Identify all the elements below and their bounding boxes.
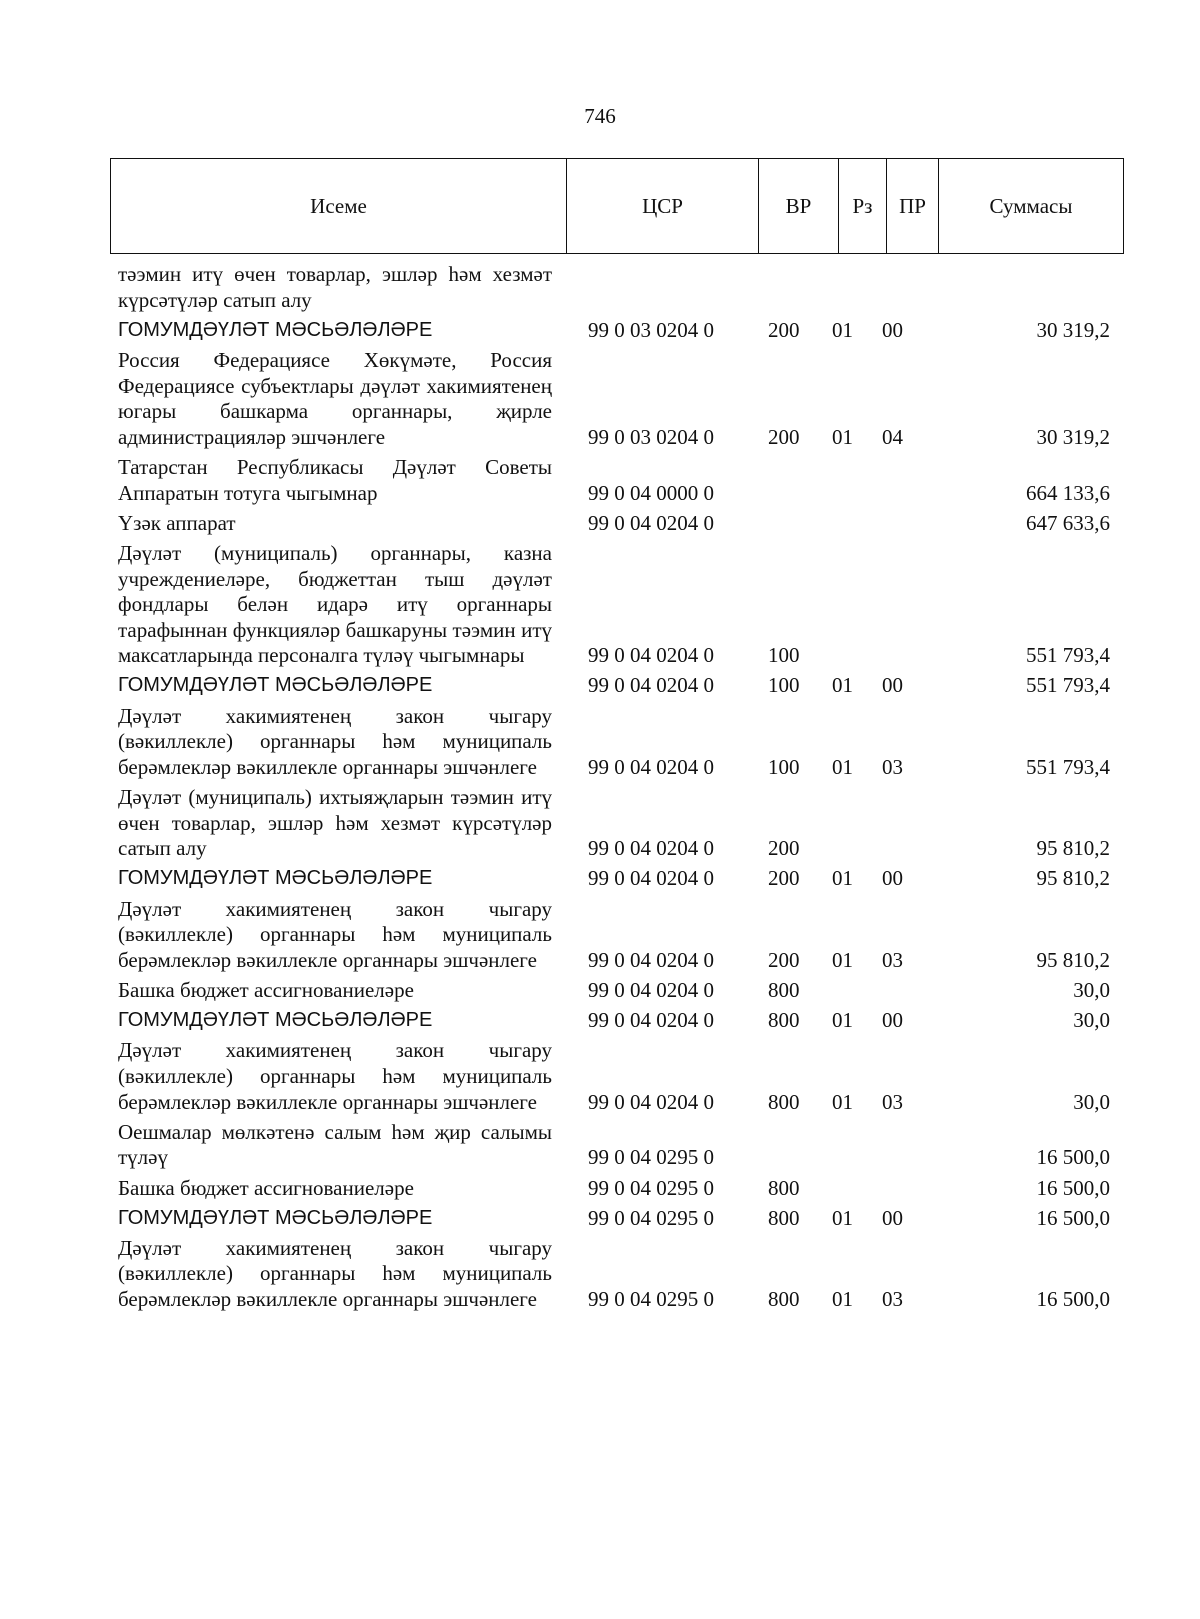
row-name: Башка бюджет ассигнованиеләре xyxy=(118,977,414,1002)
row-rz-code: 01 xyxy=(832,1205,853,1230)
row-rz-code: 01 xyxy=(832,1089,853,1114)
row-rz-code: 01 xyxy=(832,947,853,972)
row-pr-code: 00 xyxy=(882,1205,903,1230)
row-sum: 16 500,0 xyxy=(1036,1175,1110,1200)
table-row xyxy=(118,511,1118,537)
row-sum: 551 793,4 xyxy=(1026,643,1110,668)
row-csr-code: 99 0 04 0204 0 xyxy=(588,1089,714,1114)
row-sum: 647 633,6 xyxy=(1026,510,1110,535)
row-sum: 16 500,0 xyxy=(1036,1205,1110,1230)
row-pr-code: 00 xyxy=(882,866,903,891)
row-name: Дәүләт (муниципаль) органнары, казна учреждениеләре, бюджеттан тыш дәүләт фондлары белән идарә итү органнары тарафыннан функцияләр башкаруны тәэмин итү максатларында персоналга түләү чыгымнары xyxy=(118,540,552,668)
row-rz-code: 01 xyxy=(832,866,853,891)
row-vr-code: 100 xyxy=(768,673,800,698)
table-row xyxy=(118,978,1118,1004)
row-sum: 16 500,0 xyxy=(1036,1145,1110,1170)
row-csr-code: 99 0 04 0204 0 xyxy=(588,510,714,535)
row-sum: 95 810,2 xyxy=(1036,836,1110,861)
header-pr: ПР xyxy=(887,159,939,253)
row-pr-code: 00 xyxy=(882,1008,903,1033)
header-vr: ВР xyxy=(759,159,839,253)
row-name: Дәүләт хакимиятенең закон чыгару (вәкиллекле) органнары һәм муниципаль берәмлекләр вәкиллекле органнары эшчәнлеге xyxy=(118,1235,552,1312)
row-csr-code: 99 0 03 0204 0 xyxy=(588,317,714,342)
row-rz-code: 01 xyxy=(832,1287,853,1312)
row-name: Оешмалар мөлкәтенә салым һәм җир салымы түләү xyxy=(118,1119,552,1170)
row-csr-code: 99 0 04 0204 0 xyxy=(588,1008,714,1033)
row-name: ГОМУМДӘҮЛӘТ МӘСЬӘЛӘЛӘРЕ xyxy=(118,1206,433,1229)
row-csr-code: 99 0 04 0204 0 xyxy=(588,977,714,1002)
row-rz-code: 01 xyxy=(832,754,853,779)
row-csr-code: 99 0 04 0204 0 xyxy=(588,754,714,779)
row-csr-code: 99 0 04 0295 0 xyxy=(588,1175,714,1200)
row-vr-code: 800 xyxy=(768,1089,800,1114)
row-vr-code: 200 xyxy=(768,424,800,449)
table-row xyxy=(118,348,1118,450)
row-pr-code: 03 xyxy=(882,754,903,779)
row-vr-code: 100 xyxy=(768,643,800,668)
table-row xyxy=(118,866,1118,892)
row-name: ГОМУМДӘҮЛӘТ МӘСЬӘЛӘЛӘРЕ xyxy=(118,318,433,341)
table-body xyxy=(118,262,1118,1317)
row-vr-code: 200 xyxy=(768,836,800,861)
row-csr-code: 99 0 04 0295 0 xyxy=(588,1287,714,1312)
row-sum: 30 319,2 xyxy=(1036,424,1110,449)
header-sum: Суммасы xyxy=(989,193,1073,218)
row-csr-code: 99 0 04 0204 0 xyxy=(588,866,714,891)
table-row xyxy=(118,704,1118,781)
row-pr-code: 03 xyxy=(882,1089,903,1114)
table-row xyxy=(118,785,1118,862)
row-name: Россия Федерациясе Хөкүмәте, Россия Федерациясе субъектлары дәүләт хакимиятенең югары башкарма органнары, җирле администрацияләр эшчәнлеге xyxy=(118,347,552,449)
row-pr-code: 04 xyxy=(882,424,903,449)
table-row xyxy=(118,897,1118,974)
table-row xyxy=(118,1008,1118,1034)
table-row xyxy=(118,1038,1118,1115)
row-name: тәэмин итү өчен товарлар, эшләр һәм хезмәт күрсәтүләр сатып алу xyxy=(118,262,552,312)
row-sum: 551 793,4 xyxy=(1026,754,1110,779)
row-pr-code: 03 xyxy=(882,1287,903,1312)
row-name: Башка бюджет ассигнованиеләре xyxy=(118,1175,414,1200)
row-name: Татарстан Республикасы Дәүләт Советы Аппаратын тотуга чыгымнар xyxy=(118,454,552,505)
row-csr-code: 99 0 04 0000 0 xyxy=(588,480,714,505)
row-name: ГОМУМДӘҮЛӘТ МӘСЬӘЛӘЛӘРЕ xyxy=(118,674,433,697)
row-csr-code: 99 0 04 0204 0 xyxy=(588,836,714,861)
row-name: Үзәк аппарат xyxy=(118,510,236,535)
row-sum: 16 500,0 xyxy=(1036,1287,1110,1312)
table-row xyxy=(118,1236,1118,1313)
row-vr-code: 100 xyxy=(768,754,800,779)
table-row xyxy=(118,262,1118,313)
table-row xyxy=(118,1176,1118,1202)
row-vr-code: 200 xyxy=(768,947,800,972)
row-vr-code: 200 xyxy=(768,317,800,342)
row-pr-code: 00 xyxy=(882,673,903,698)
row-pr-code: 03 xyxy=(882,947,903,972)
header-csr: ЦСР xyxy=(567,159,759,253)
row-sum: 30,0 xyxy=(1073,1008,1110,1033)
row-name: Дәүләт хакимиятенең закон чыгару (вәкиллекле) органнары һәм муниципаль берәмлекләр вәкиллекле органнары эшчәнлеге xyxy=(118,896,552,972)
table-row xyxy=(118,673,1118,699)
header-rz: Рз xyxy=(839,159,887,253)
row-sum: 30 319,2 xyxy=(1036,317,1110,342)
row-vr-code: 800 xyxy=(768,1287,800,1312)
row-name: Дәүләт хакимиятенең закон чыгару (вәкиллекле) органнары һәм муниципаль берәмлекләр вәкиллекле органнары эшчәнлеге xyxy=(118,703,552,779)
table-row xyxy=(118,541,1118,669)
row-rz-code: 01 xyxy=(832,673,853,698)
row-name: Дәүләт хакимиятенең закон чыгару (вәкиллекле) органнары һәм муниципаль берәмлекләр вәкиллекле органнары эшчәнлеге xyxy=(118,1038,552,1114)
row-vr-code: 800 xyxy=(768,977,800,1002)
header-name: Исеме xyxy=(111,159,567,253)
row-rz-code: 01 xyxy=(832,424,853,449)
row-csr-code: 99 0 04 0295 0 xyxy=(588,1205,714,1230)
row-pr-code: 00 xyxy=(882,317,903,342)
row-vr-code: 800 xyxy=(768,1008,800,1033)
row-vr-code: 800 xyxy=(768,1205,800,1230)
row-sum: 30,0 xyxy=(1073,977,1110,1002)
row-sum: 95 810,2 xyxy=(1036,866,1110,891)
row-rz-code: 01 xyxy=(832,1008,853,1033)
row-name: ГОМУМДӘҮЛӘТ МӘСЬӘЛӘЛӘРЕ xyxy=(118,1009,433,1032)
row-vr-code: 200 xyxy=(768,866,800,891)
table-header xyxy=(110,158,1124,254)
row-csr-code: 99 0 03 0204 0 xyxy=(588,424,714,449)
table-row xyxy=(118,1206,1118,1232)
row-vr-code: 800 xyxy=(768,1175,800,1200)
page-number: 746 xyxy=(584,104,616,128)
row-name: Дәүләт (муниципаль) ихтыяҗларын тәэмин итү өчен товарлар, эшләр һәм хезмәт күрсәтүләр сатып алу xyxy=(118,785,552,861)
row-name: ГОМУМДӘҮЛӘТ МӘСЬӘЛӘЛӘРЕ xyxy=(118,867,433,890)
table-row xyxy=(118,1120,1118,1171)
row-rz-code: 01 xyxy=(832,317,853,342)
row-sum: 30,0 xyxy=(1073,1089,1110,1114)
row-csr-code: 99 0 04 0204 0 xyxy=(588,947,714,972)
row-sum: 664 133,6 xyxy=(1026,480,1110,505)
table-row xyxy=(118,455,1118,506)
row-csr-code: 99 0 04 0204 0 xyxy=(588,643,714,668)
row-sum: 551 793,4 xyxy=(1026,673,1110,698)
row-csr-code: 99 0 04 0295 0 xyxy=(588,1145,714,1170)
table-row xyxy=(118,318,1118,344)
row-sum: 95 810,2 xyxy=(1036,947,1110,972)
row-csr-code: 99 0 04 0204 0 xyxy=(588,673,714,698)
